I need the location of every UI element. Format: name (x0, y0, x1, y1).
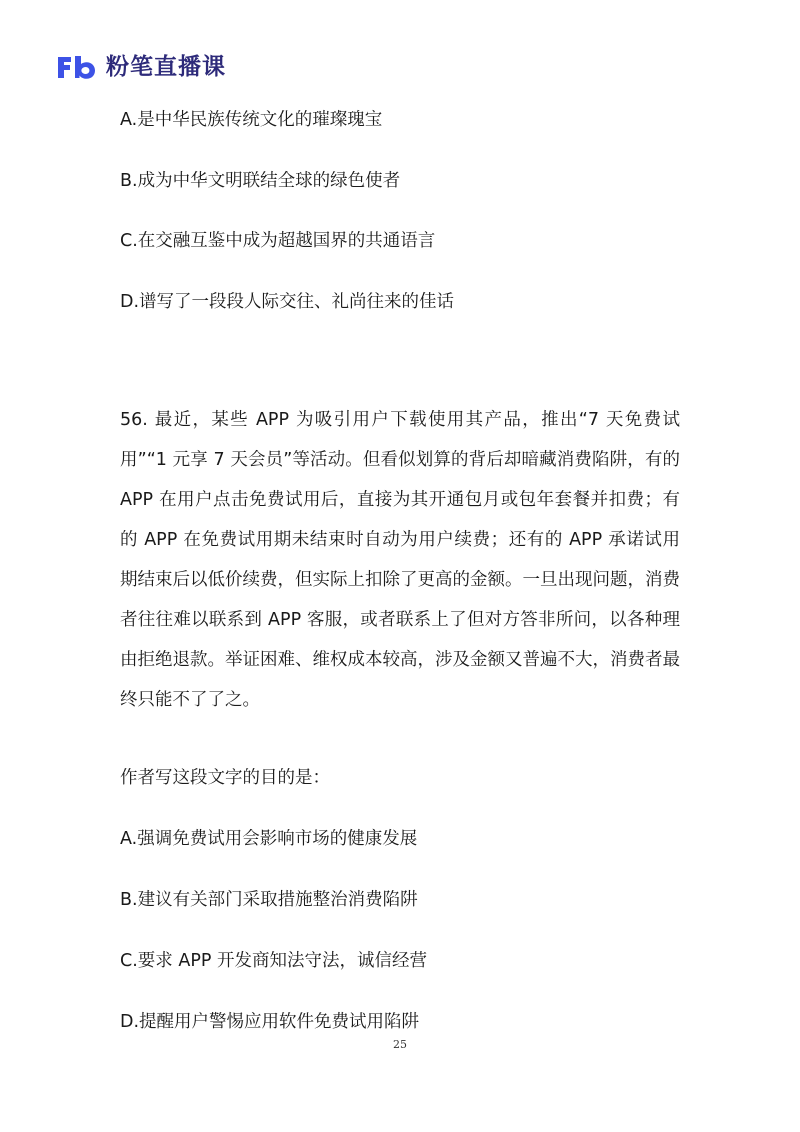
prev-option-a: A.是中华民族传统文化的璀璨瑰宝 (120, 110, 383, 130)
question-56-stem: 56. 最近，某些 APP 为吸引用户下载使用其产品，推出“7 天免费试用”“1 元享 7 天会员”等活动。但看似划算的背后却暗藏消费陷阱，有的 APP 在用户点击免费试用后，直接为其开通包月或包年套餐并扣费；有的 APP 在免费试用期未结束时自动为用户续费；还有的 APP 承诺试用期结束后以低价续费，但实际上扣除了更高的金额。一旦出现问题，消费者往往难以联系到 APP 客服，或者联系上了但对方答非所问，以各种理由拒绝退款。举证困难、维权成本较高，涉及金额又普遍不大，消费者最终只能不了了之。 (120, 410, 680, 710)
prev-option-d: D.谱写了一段段人际交往、礼尚往来的佳话 (120, 292, 455, 312)
question-56-prompt: 作者写这段文字的目的是： (120, 768, 330, 788)
q56-option-a: A.强调免费试用会影响市场的健康发展 (120, 829, 418, 849)
header (56, 50, 226, 84)
q56-option-c: C.要求 APP 开发商知法守法，诚信经营 (120, 951, 427, 971)
page-number: 25 (393, 1038, 407, 1051)
prev-option-c: C.在交融互鉴中成为超越国界的共通语言 (120, 231, 436, 251)
prev-option-b: B.成为中华文明联结全球的绿色使者 (120, 171, 401, 191)
brand-name: 粉笔直播课 (106, 54, 226, 80)
q56-option-d: D.提醒用户警惕应用软件免费试用陷阱 (120, 1012, 420, 1032)
fb-logo-icon (56, 54, 100, 80)
q56-option-b: B.建议有关部门采取措施整治消费陷阱 (120, 890, 418, 910)
